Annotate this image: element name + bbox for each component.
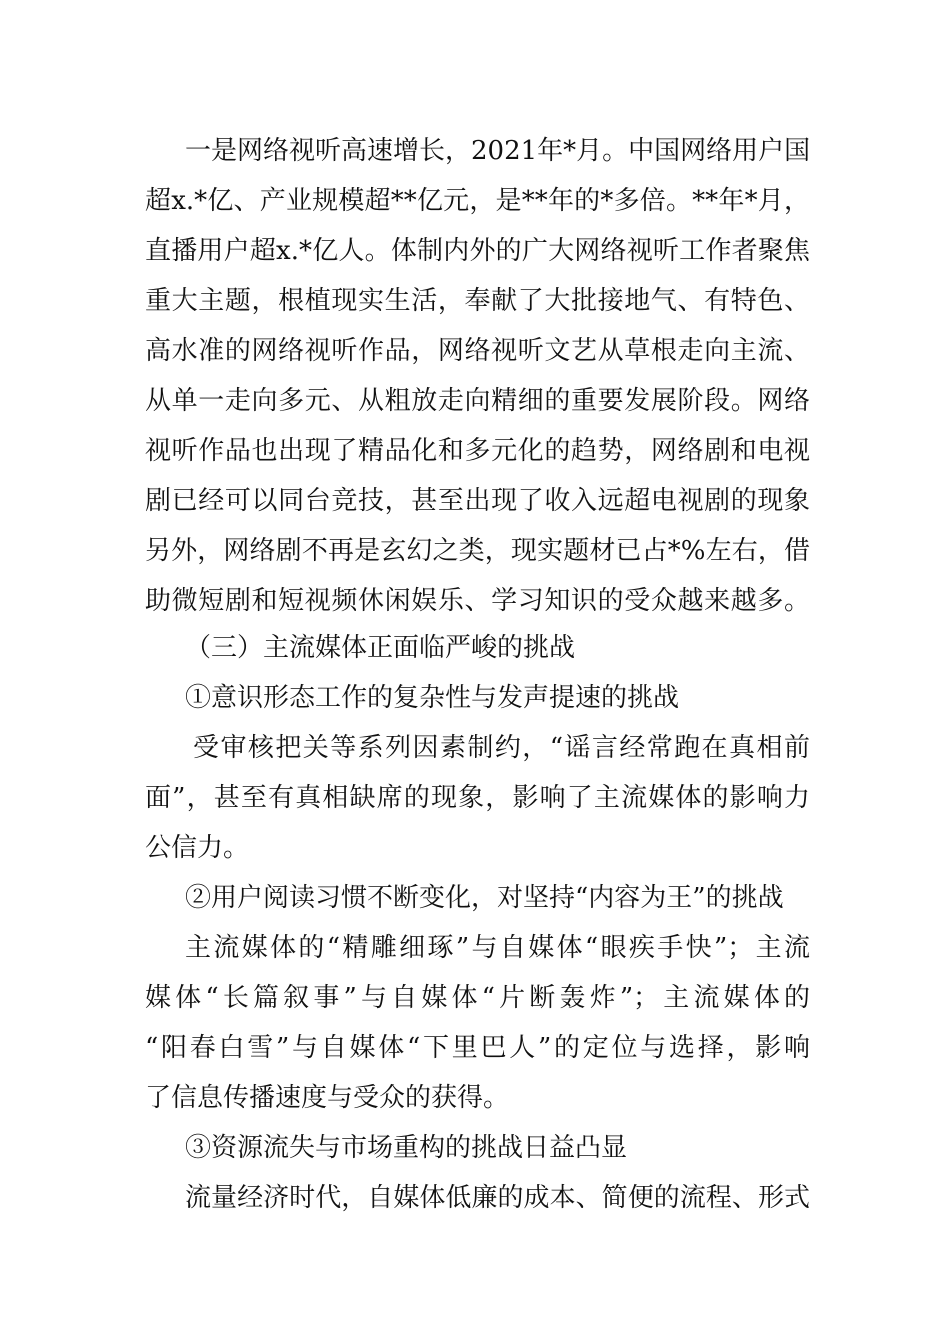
paragraph-line: 流量经济时代，自媒体低廉的成本、简便的流程、形式 [185, 1183, 810, 1213]
paragraph-line: 超x.*亿、产业规模超**亿元，是**年的*多倍。**年*月， [145, 186, 810, 216]
paragraph-line: 剧已经可以同台竞技，甚至出现了收入远超电视剧的现象 [145, 486, 810, 516]
subsection-heading: ②用户阅读习惯不断变化，对坚持“内容为王”的挑战 [185, 883, 784, 913]
paragraph-line: 助微短剧和短视频休闲娱乐、学习知识的受众越来越多。 [145, 586, 810, 616]
paragraph-line: 高水准的网络视听作品，网络视听文艺从草根走向主流、 [145, 336, 810, 366]
paragraph-line: 了信息传播速度与受众的获得。 [145, 1083, 510, 1113]
paragraph-line: 重大主题，根植现实生活，奉献了大批接地气、有特色、 [145, 286, 810, 316]
paragraph-line: 主流媒体的“精雕细琢”与自媒体“眼疾手快”；主流 [185, 933, 810, 963]
paragraph-line: 受审核把关等系列因素制约，“谣言经常跑在真相前 [193, 733, 810, 763]
section-heading: （三）主流媒体正面临严峻的挑战 [185, 633, 576, 663]
subsection-heading: ①意识形态工作的复杂性与发声提速的挑战 [185, 683, 680, 713]
paragraph-line: 面”，甚至有真相缺席的现象，影响了主流媒体的影响力 [145, 783, 810, 813]
paragraph-line: 一是网络视听高速增长，2021年*月。中国网络用户国 [185, 136, 810, 166]
paragraph-line: 媒体“长篇叙事”与自媒体“片断轰炸”；主流媒体的 [145, 983, 810, 1013]
paragraph-line: 另外，网络剧不再是玄幻之类，现实题材已占*%左右，借 [145, 536, 810, 566]
paragraph-line: 直播用户超x.*亿人。体制内外的广大网络视听工作者聚焦 [145, 236, 810, 266]
paragraph-line: 视听作品也出现了精品化和多元化的趋势，网络剧和电视 [145, 436, 810, 466]
paragraph-line: 公信力。 [145, 833, 250, 863]
paragraph-line: 从单一走向多元、从粗放走向精细的重要发展阶段。网络 [145, 386, 810, 416]
paragraph-line: “阳春白雪”与自媒体“下里巴人”的定位与选择，影响 [145, 1033, 810, 1063]
subsection-heading: ③资源流失与市场重构的挑战日益凸显 [185, 1133, 628, 1163]
